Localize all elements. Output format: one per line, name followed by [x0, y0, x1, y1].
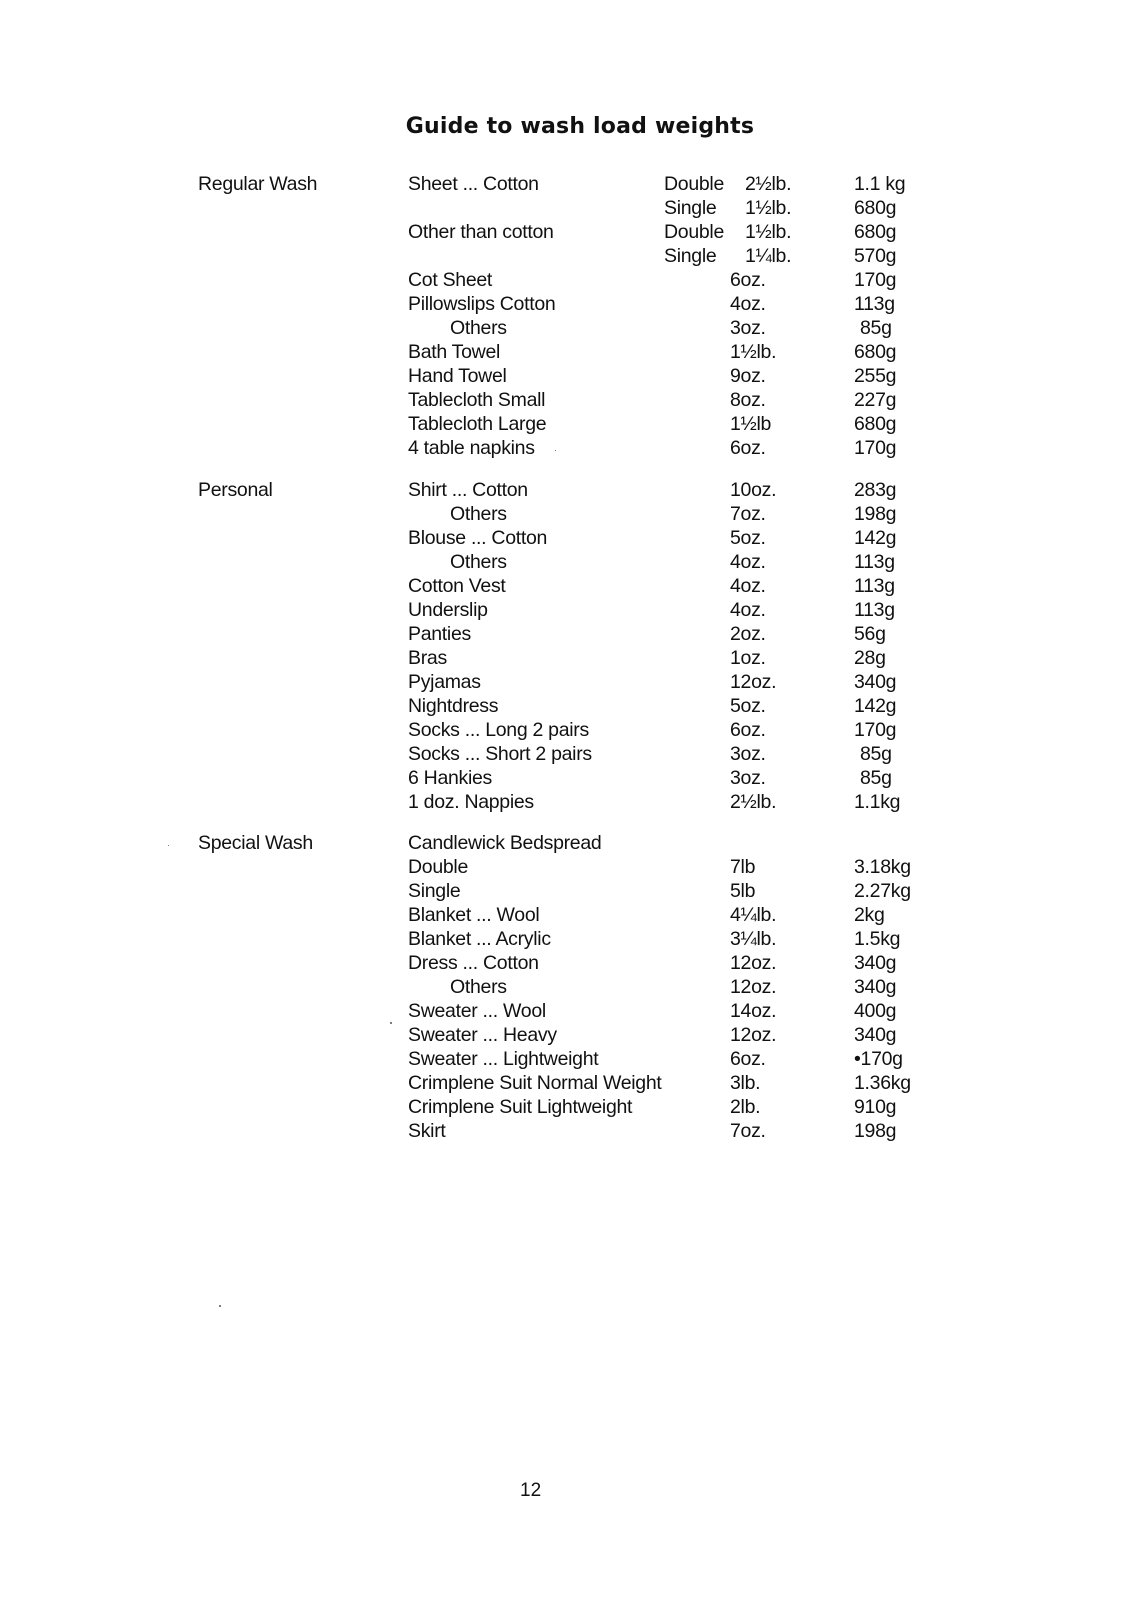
metric-weight: 680g	[854, 341, 897, 363]
item-name: Nightdress	[408, 695, 499, 717]
item-name: Panties	[408, 623, 471, 645]
imperial-weight: 3¼lb.	[730, 928, 777, 950]
item-name: Blanket ... Acrylic	[408, 928, 551, 950]
metric-weight: 113g	[854, 599, 895, 621]
table-row	[0, 855, 1127, 879]
metric-weight: 570g	[854, 245, 897, 267]
table-row	[0, 1071, 1127, 1095]
imperial-weight: 9oz.	[730, 365, 766, 387]
table-row	[0, 718, 1127, 742]
table-row	[0, 646, 1127, 670]
table-row	[0, 1095, 1127, 1119]
item-name: Others	[450, 976, 507, 998]
imperial-weight: 12oz.	[730, 1024, 777, 1046]
item-name: Double	[408, 856, 468, 878]
imperial-weight: 12oz.	[730, 671, 777, 693]
metric-weight: 1.1 kg	[854, 173, 906, 195]
item-name: Bath Towel	[408, 341, 501, 363]
table-row	[0, 694, 1127, 718]
imperial-weight: 6oz.	[730, 719, 766, 741]
table-row	[0, 598, 1127, 622]
table-row	[0, 526, 1127, 550]
metric-weight: 340g	[854, 952, 897, 974]
section-label: Regular Wash	[198, 173, 318, 195]
imperial-weight: 5oz.	[730, 695, 766, 717]
item-name: Sweater ... Lightweight	[408, 1048, 599, 1070]
table-row	[0, 975, 1127, 999]
imperial-weight: 3oz.	[730, 767, 766, 789]
metric-weight: 85g	[860, 767, 892, 789]
metric-weight: 170g	[854, 269, 897, 291]
metric-weight: 198g	[854, 503, 897, 525]
imperial-weight: 2½lb.	[745, 173, 792, 195]
scan-speck	[168, 845, 169, 846]
table-row	[0, 478, 1127, 502]
scan-speck	[390, 1022, 392, 1024]
metric-weight: 400g	[854, 1000, 897, 1022]
item-name: 6 Hankies	[408, 767, 493, 789]
imperial-weight: 6oz.	[730, 437, 766, 459]
table-row	[0, 574, 1127, 598]
imperial-weight: 2½lb.	[730, 791, 777, 813]
size-label: Double	[664, 221, 724, 243]
item-name: Skirt	[408, 1120, 446, 1142]
table-row	[0, 220, 1127, 244]
metric-weight: 198g	[854, 1120, 897, 1142]
imperial-weight: 12oz.	[730, 976, 777, 998]
item-name: Tablecloth Large	[408, 413, 547, 435]
metric-weight: 1.36kg	[854, 1072, 911, 1094]
metric-weight: 340g	[854, 671, 897, 693]
item-name: Socks ... Short 2 pairs	[408, 743, 592, 765]
table-row	[0, 1023, 1127, 1047]
item-name: Hand Towel	[408, 365, 507, 387]
metric-weight: 85g	[860, 317, 892, 339]
table-row	[0, 244, 1127, 268]
item-name: Sweater ... Wool	[408, 1000, 546, 1022]
imperial-weight: 1oz.	[730, 647, 766, 669]
item-name: Single	[408, 880, 461, 902]
imperial-weight: 1½lb.	[745, 197, 792, 219]
scan-speck	[555, 450, 556, 451]
metric-weight: 1.1kg	[854, 791, 901, 813]
table-row	[0, 670, 1127, 694]
table-row	[0, 1119, 1127, 1143]
table-row	[0, 502, 1127, 526]
metric-weight: •170g	[854, 1048, 903, 1070]
size-label: Single	[664, 197, 717, 219]
imperial-weight: 2lb.	[730, 1096, 761, 1118]
item-name: Crimplene Suit Normal Weight	[408, 1072, 662, 1094]
item-name: 4 table napkins	[408, 437, 535, 459]
item-name: Blanket ... Wool	[408, 904, 540, 926]
imperial-weight: 10oz.	[730, 479, 777, 501]
table-row	[0, 999, 1127, 1023]
item-name: Socks ... Long 2 pairs	[408, 719, 589, 741]
item-name: Dress ... Cotton	[408, 952, 539, 974]
table-row	[0, 550, 1127, 574]
item-name: Candlewick Bedspread	[408, 832, 602, 854]
item-name: Sweater ... Heavy	[408, 1024, 557, 1046]
item-name: Other than cotton	[408, 221, 554, 243]
metric-weight: 283g	[854, 479, 897, 501]
metric-weight: 170g	[854, 719, 897, 741]
imperial-weight: 4oz.	[730, 293, 766, 315]
metric-weight: 113g	[854, 575, 895, 597]
imperial-weight: 8oz.	[730, 389, 766, 411]
imperial-weight: 1½lb	[730, 413, 772, 435]
page-title: Guide to wash load weights	[405, 114, 755, 139]
metric-weight: 85g	[860, 743, 892, 765]
item-name: Cot Sheet	[408, 269, 493, 291]
table-row	[0, 268, 1127, 292]
table-row	[0, 292, 1127, 316]
table-row	[0, 364, 1127, 388]
item-name: Others	[450, 317, 507, 339]
metric-weight: 28g	[854, 647, 886, 669]
metric-weight: 170g	[854, 437, 897, 459]
table-row	[0, 742, 1127, 766]
imperial-weight: 3oz.	[730, 317, 766, 339]
table-row	[0, 196, 1127, 220]
metric-weight: 3.18kg	[854, 856, 911, 878]
size-label: Single	[664, 245, 717, 267]
imperial-weight: 1½lb.	[730, 341, 777, 363]
metric-weight: 113g	[854, 293, 895, 315]
metric-weight: 142g	[854, 527, 897, 549]
metric-weight: 142g	[854, 695, 897, 717]
item-name: Others	[450, 503, 507, 525]
item-name: Sheet ... Cotton	[408, 173, 539, 195]
section-label: Special Wash	[198, 832, 313, 854]
table-row	[0, 951, 1127, 975]
metric-weight: 680g	[854, 197, 897, 219]
metric-weight: 227g	[854, 389, 897, 411]
imperial-weight: 1½lb.	[745, 221, 792, 243]
item-name: Shirt ... Cotton	[408, 479, 528, 501]
table-row	[0, 790, 1127, 814]
imperial-weight: 4oz.	[730, 551, 766, 573]
metric-weight: 2kg	[854, 904, 885, 926]
metric-weight: 56g	[854, 623, 886, 645]
item-name: Pyjamas	[408, 671, 481, 693]
table-row	[0, 412, 1127, 436]
table-row	[0, 927, 1127, 951]
metric-weight: 1.5kg	[854, 928, 901, 950]
metric-weight: 2.27kg	[854, 880, 911, 902]
imperial-weight: 7lb	[730, 856, 756, 878]
item-name: Others	[450, 551, 507, 573]
imperial-weight: 12oz.	[730, 952, 777, 974]
item-name: Underslip	[408, 599, 488, 621]
metric-weight: 340g	[854, 976, 897, 998]
table-row	[0, 622, 1127, 646]
item-name: Tablecloth Small	[408, 389, 546, 411]
imperial-weight: 2oz.	[730, 623, 766, 645]
imperial-weight: 4oz.	[730, 599, 766, 621]
table-row	[0, 766, 1127, 790]
imperial-weight: 7oz.	[730, 1120, 766, 1142]
table-row	[0, 903, 1127, 927]
table-row	[0, 172, 1127, 196]
imperial-weight: 5lb	[730, 880, 756, 902]
imperial-weight: 3oz.	[730, 743, 766, 765]
imperial-weight: 14oz.	[730, 1000, 777, 1022]
metric-weight: 255g	[854, 365, 897, 387]
item-name: Bras	[408, 647, 447, 669]
imperial-weight: 5oz.	[730, 527, 766, 549]
imperial-weight: 6oz.	[730, 269, 766, 291]
table-row	[0, 831, 1127, 855]
item-name: Pillowslips Cotton	[408, 293, 556, 315]
size-label: Double	[664, 173, 724, 195]
item-name: Blouse ... Cotton	[408, 527, 548, 549]
imperial-weight: 6oz.	[730, 1048, 766, 1070]
page-number: 12	[520, 1480, 542, 1501]
metric-weight: 340g	[854, 1024, 897, 1046]
section-rows	[0, 478, 1127, 814]
metric-weight: 680g	[854, 413, 897, 435]
item-name: Cotton Vest	[408, 575, 506, 597]
table-row	[0, 316, 1127, 340]
section-rows	[0, 172, 1127, 460]
section-rows	[0, 831, 1127, 1143]
table-row	[0, 1047, 1127, 1071]
metric-weight: 680g	[854, 221, 897, 243]
scan-speck	[219, 1305, 221, 1307]
item-name: 1 doz. Nappies	[408, 791, 534, 813]
imperial-weight: 4oz.	[730, 575, 766, 597]
metric-weight: 113g	[854, 551, 895, 573]
item-name: Crimplene Suit Lightweight	[408, 1096, 633, 1118]
table-row	[0, 436, 1127, 460]
table-row	[0, 388, 1127, 412]
imperial-weight: 3lb.	[730, 1072, 761, 1094]
section-label: Personal	[198, 479, 273, 501]
metric-weight: 910g	[854, 1096, 897, 1118]
imperial-weight: 1¼lb.	[745, 245, 792, 267]
table-row	[0, 340, 1127, 364]
table-row	[0, 879, 1127, 903]
imperial-weight: 7oz.	[730, 503, 766, 525]
imperial-weight: 4¼lb.	[730, 904, 777, 926]
